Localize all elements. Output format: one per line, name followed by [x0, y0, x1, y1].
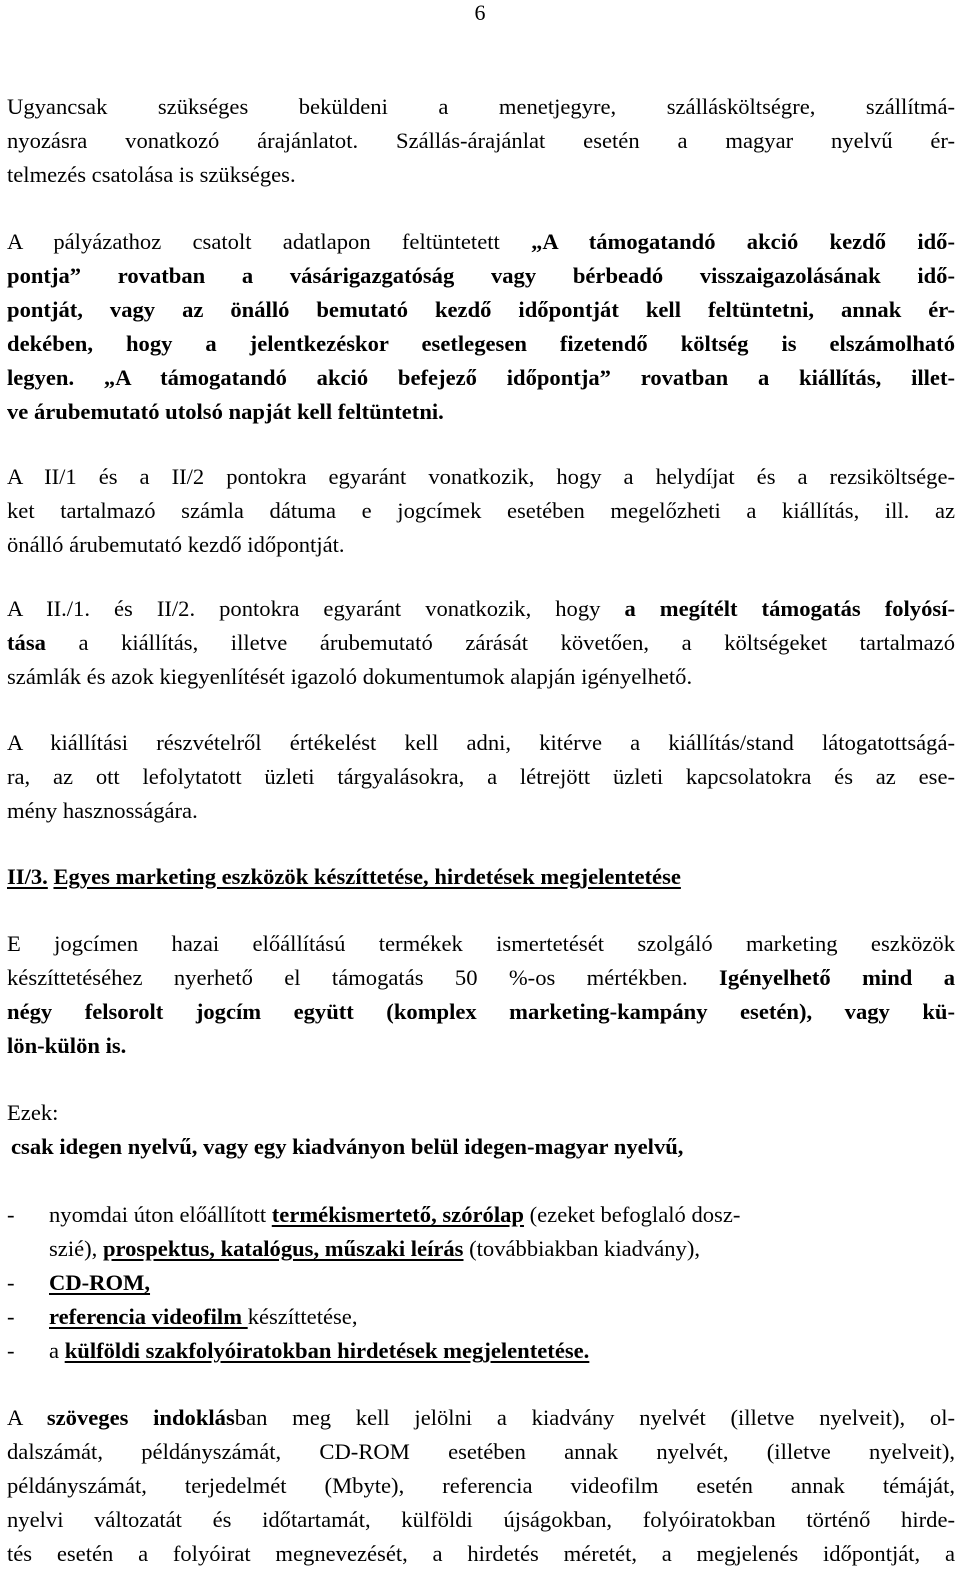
text-line: A kiállítási részvételről értékelést kell adni, kitérve a kiállítás/stand látogatottságá-	[7, 730, 955, 755]
heading-number: II/3.	[7, 864, 48, 889]
heading-line	[7, 860, 955, 894]
text-line: pontját, vagy az önálló bemutató kezdő időpontját kell feltüntetni, annak ér-	[7, 297, 955, 322]
list-item: - CD-ROM,	[7, 1270, 151, 1295]
text-line: mény hasznosságára.	[7, 798, 198, 823]
text-line: ve árubemutató utolsó napját kell feltüntetni.	[7, 399, 444, 424]
text-line: lön-külön is.	[7, 1033, 127, 1058]
text-line: E jogcímen hazai előállítású termékek ismertetését szolgáló marketing eszközök	[7, 931, 955, 956]
text-line: pontja” rovatban a vásárigazgatóság vagy bérbeadó visszaigazolásának idő-	[7, 263, 955, 288]
text-line: nyelvi változatát és időtartamát, külföldi újságokban, folyóiratokban történő hirde-	[7, 1507, 955, 1532]
text-line: A II/1 és a II/2 pontokra egyaránt vonatkozik, hogy a helydíjat és a rezsiköltsége-	[7, 464, 955, 489]
list-item: szié), prospektus, katalógus, műszaki leírás (továbbiakban kiadvány),	[49, 1236, 701, 1261]
paragraph-invoice-date	[7, 460, 955, 562]
paragraph-justification	[7, 1401, 955, 1571]
text-line: A pályázathoz csatolt adatlapon feltüntetett „A támogatandó akció kezdő idő-	[7, 229, 955, 254]
text-line: Ugyancsak szükséges beküldeni a menetjegyre, szállásköltségre, szállítmá-	[7, 94, 955, 119]
text-line: tása a kiállítás, illetve árubemutató zárását követően, a költségeket tartalmazó	[7, 630, 955, 655]
text-line: telmezés csatolása is szükséges.	[7, 162, 296, 187]
text-line: készíttetéséhez nyerhető el támogatás 50 %-os mértékben. Igényelhető mind a	[7, 965, 955, 990]
text-line: tés esetén a folyóirat megnevezését, a hirdetés méretét, a megjelenés időpontját, a	[7, 1541, 955, 1566]
list-item: - referencia videofilm készíttetése,	[7, 1304, 358, 1329]
list-item: - a külföldi szakfolyóiratokban hirdetések megjelentetése.	[7, 1338, 590, 1363]
text-line: Ezek:	[7, 1100, 59, 1125]
list-item: - nyomdai úton előállított termékismertető, szórólap (ezeket befoglaló dosz-	[7, 1202, 741, 1227]
section-heading	[7, 860, 955, 894]
text-line: önálló árubemutató kezdő időpontját.	[7, 532, 345, 557]
paragraph-start-date	[7, 225, 955, 429]
paragraph-travel-quotes	[7, 90, 955, 192]
text-line: dekében, hogy a jelentkezéskor esetlegesen fizetendő költség is elszámolható	[7, 331, 955, 356]
text-line: dalszámát, példányszámát, CD-ROM esetében annak nyelvét, (illetve nyelveit),	[7, 1439, 955, 1464]
paragraph-ezek	[7, 1096, 955, 1164]
text-line: számlák és azok kiegyenlítését igazoló dokumentumok alapján igényelhető.	[7, 664, 693, 689]
text-line: példányszámát, terjedelmét (Mbyte), referencia videofilm esetén annak témáját,	[7, 1473, 955, 1498]
text-line: legyen. „A támogatandó akció befejező időpontja” rovatban a kiállítás, illet-	[7, 365, 955, 390]
text-line: ket tartalmazó számla dátuma e jogcímek esetében megelőzheti a kiállítás, ill. az	[7, 498, 955, 523]
heading-title: Egyes marketing eszközök készíttetése, hirdetések megjelentetése	[53, 864, 681, 889]
text-line: nyozásra vonatkozó árajánlatot. Szállás-árajánlat esetén a magyar nyelvű ér-	[7, 128, 955, 153]
marketing-items-list	[7, 1198, 955, 1368]
paragraph-marketing	[7, 927, 955, 1063]
page-number: 6	[474, 0, 486, 25]
lead-line: csak idegen nyelvű, vagy egy kiadványon belül idegen-magyar nyelvű,	[11, 1134, 684, 1159]
text-line: négy felsorolt jogcím együtt (komplex marketing-kampány esetén), vagy kü-	[7, 999, 955, 1024]
text-line: ra, az ott lefolytatott üzleti tárgyalásokra, a létrejött üzleti kapcsolatokra és az ese-	[7, 764, 955, 789]
text-line: A II./1. és II/2. pontokra egyaránt vonatkozik, hogy a megítélt támogatás folyósí-	[7, 596, 955, 621]
paragraph-payment	[7, 592, 955, 694]
paragraph-evaluation	[7, 726, 955, 828]
text-line: A szöveges indoklásban meg kell jelölni a kiadvány nyelvét (illetve nyelveit), ol-	[7, 1405, 956, 1430]
